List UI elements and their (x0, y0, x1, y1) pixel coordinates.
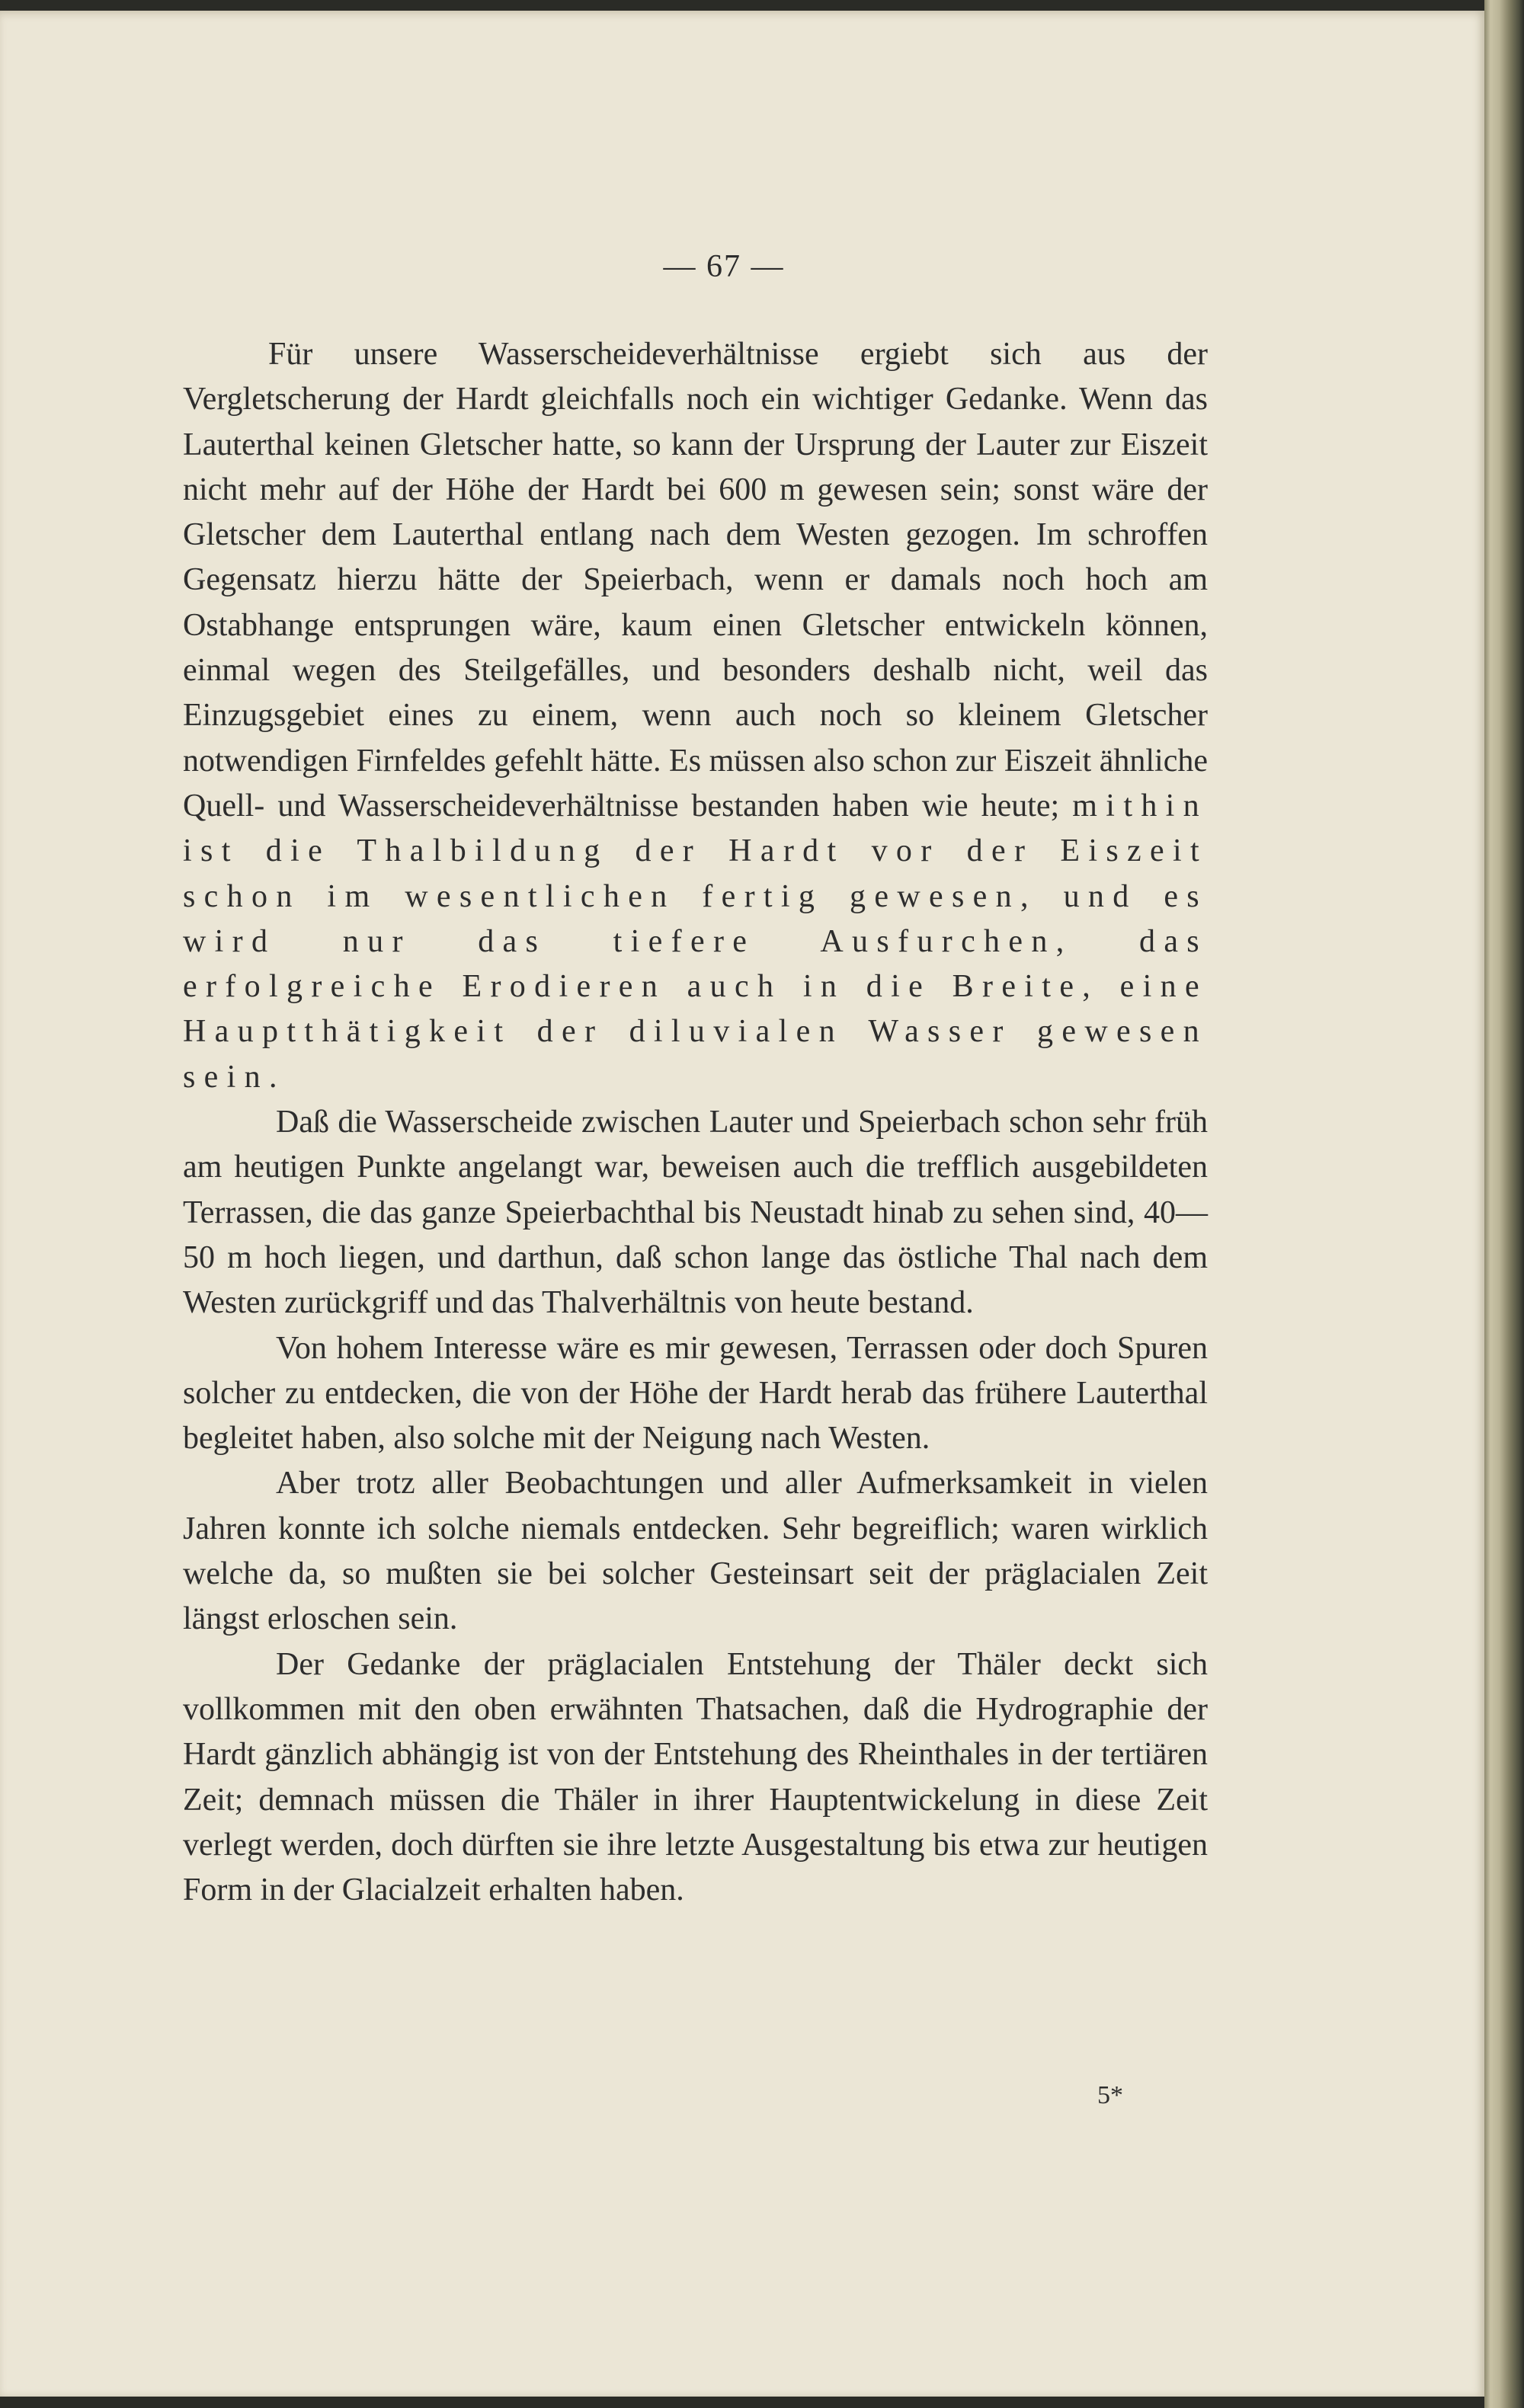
signature-mark: 5* (1097, 2081, 1123, 2109)
paragraph-2: Daß die Wasserscheide zwischen Lauter und Speierbach schon sehr früh am heutigen Punkte angelangt war, beweisen auch die trefflich ausgebildeten Terrassen, die das ganze Speierbachthal bis Neustadt hinab zu sehen sind, 40—50 m hoch liegen, und darthun, daß schon lange das östliche Thal nach dem Westen zurückgriff und das Thalverhältnis von heute bestand. (183, 1105, 1208, 1321)
paragraph-1-text: Für unsere Wasserscheideverhältnisse ergiebt sich aus der Vergletscherung der Hardt gleichfalls noch ein wichtiger Gedanke. Wenn das Lauterthal keinen Gletscher hatte, so kann der Ursprung der Lauter zur Eiszeit nicht mehr auf der Höhe der Hardt bei 600 m gewesen sein; sonst wäre der Gletscher dem Lauterthal entlang nach dem Westen gezogen. Im schroffen Gegensatz hierzu hätte der Speierbach, wenn er damals noch hoch am Ostabhange entsprungen wäre, kaum einen Gletscher entwickeln können, einmal wegen des Steilgefälles, und besonders deshalb nicht, weil das Einzugsgebiet eines zu einem, wenn auch noch so kleinem Gletscher notwendigen Firnfeldes gefehlt hätte. Es müssen also schon zur Eiszeit ähnliche Quell- und Wasserscheideverhältnisse bestanden haben wie heute; (183, 337, 1208, 823)
book-page (0, 11, 1484, 2397)
paragraph-1-spaced-emphasis: mithin ist die Thalbildung der Hardt vor der Eiszeit schon im wesentlichen fertig gewesen, und es wird nur das tiefere Ausfurchen, das erfolgreiche Erodieren auch in die Breite, eine Hauptthätigkeit der diluvialen Wasser gewesen sein. (183, 788, 1209, 1095)
paragraph-5: Der Gedanke der präglacialen Entstehung der Thäler deckt sich vollkommen mit den oben erwähnten Thatsachen, daß die Hydrographie der Hardt gänzlich abhängig ist von der Entstehung des Rheinthales in der tertiären Zeit; demnach müssen die Thäler in ihrer Hauptentwickelung in diese Zeit verlegt werden, doch dürften sie ihre letzte Ausgestaltung bis etwa zur heutigen Form in der Glacialzeit erhalten haben. (183, 1646, 1208, 1908)
book-binding-edge (1484, 0, 1524, 2408)
paragraph-1 (183, 332, 1208, 1100)
paragraph-3: Von hohem Interesse wäre es mir gewesen, Terrassen oder doch Spuren solcher zu entdecken, die von der Höhe der Hardt herab das frühere Lauterthal begleitet haben, also solche mit der Neigung nach Westen. (183, 1330, 1208, 1457)
paragraph-4: Aber trotz aller Beobachtungen und aller Aufmerksamkeit in vielen Jahren konnte ich solche niemals entdecken. Sehr begreiflich; waren wirklich welche da, so mußten sie bei solcher Gesteinsart seit der präglacialen Zeit längst erloschen sein. (183, 1466, 1208, 1637)
page-number: — 67 — (663, 249, 785, 284)
body-text (183, 332, 1208, 1913)
